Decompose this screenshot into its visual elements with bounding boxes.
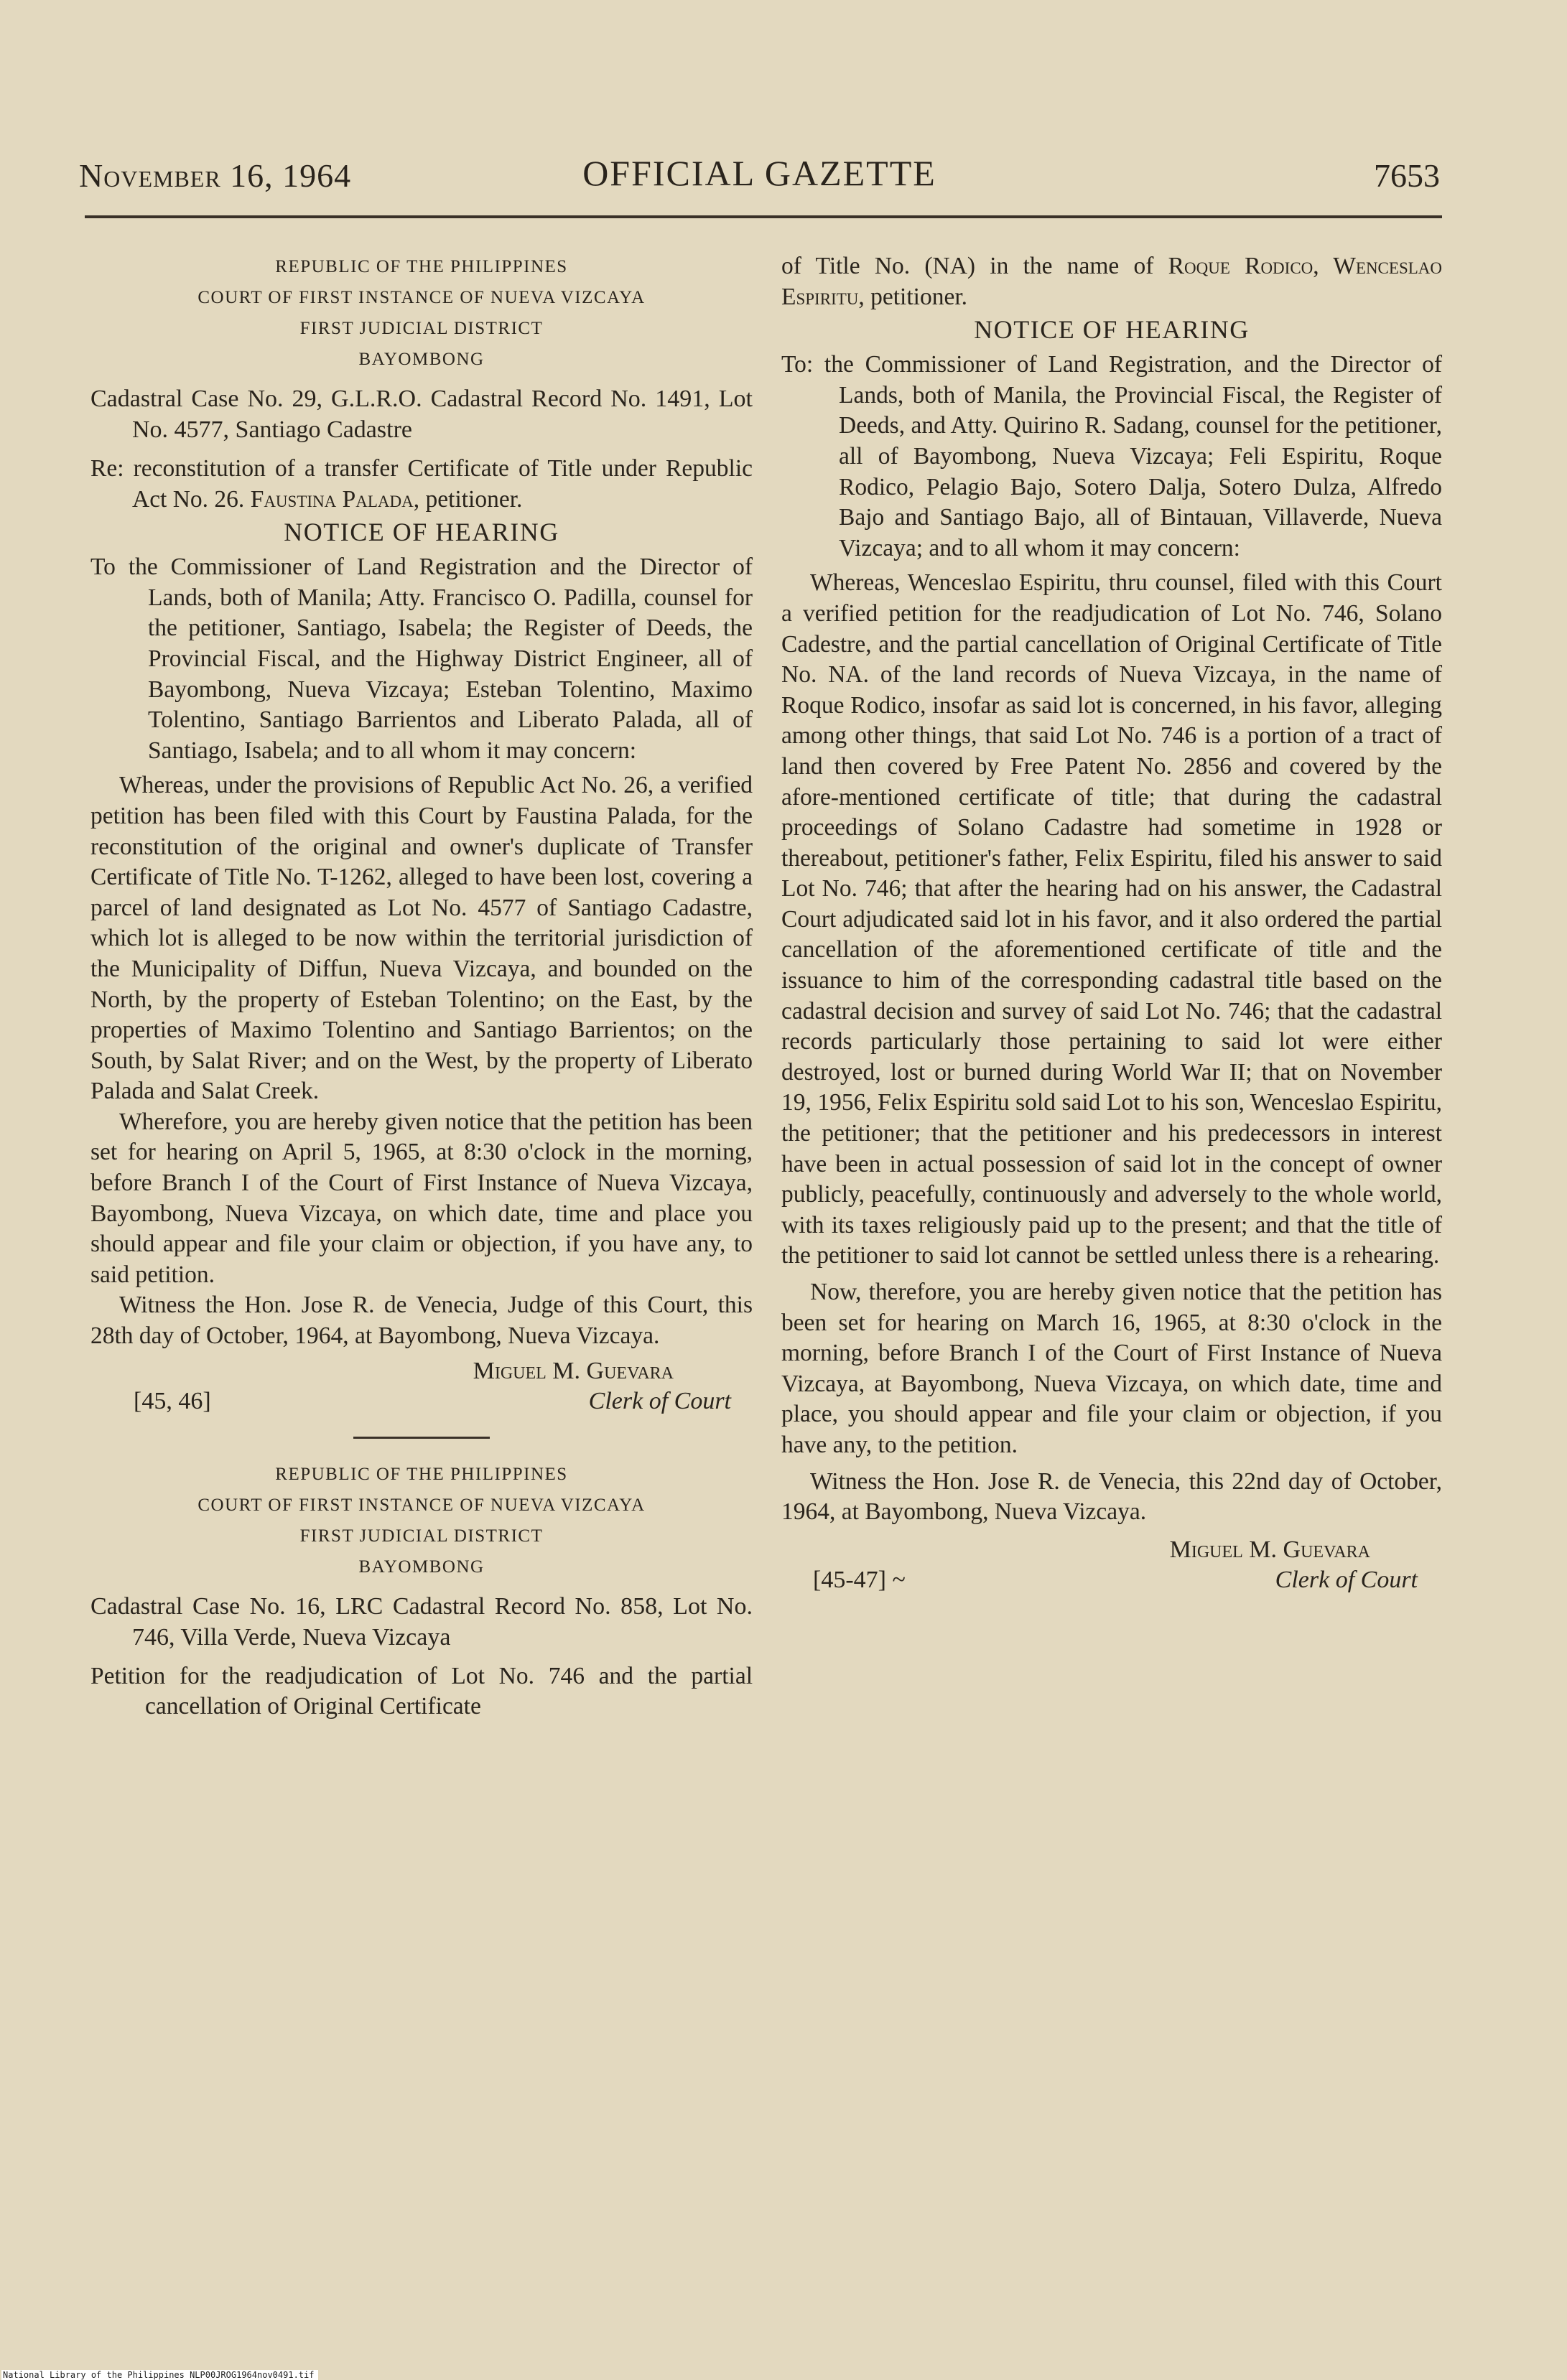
notice-2-heading: NOTICE OF HEARING [974, 315, 1250, 345]
header-title: OFFICIAL GAZETTE [582, 153, 936, 193]
notice-1-signature [90, 1356, 753, 1421]
caption-line: FIRST JUDICIAL DISTRICT [299, 319, 544, 338]
notice-2-para-witness: Witness the Hon. Jose R. de Venecia, this 22nd day of October, 1964, at Bayombong, Nueva Vizcaya. [781, 1467, 1442, 1526]
header-date: November 16, 1964 [79, 157, 352, 194]
header-rule [85, 215, 1442, 218]
scan-footer: National Library of the Philippines NLP00JROG1964nov0491.tif [1, 2370, 318, 2380]
notice-1-addressees: To the Commissioner of Land Registration and the Director of Lands, both of Manila; Atty. Francisco O. Padilla, counsel for the petitioner, Santiago, Isabela; the Register of Deeds, the Provincial Fiscal, and the Highway District Engineer, all of Bayombong, Nueva Vizcaya; Esteban Tolentino, Maximo Tolentino, Santiago Barrientos and Liberato Palada, all of Santiago, Isabela; and to all whom it may concern: [90, 554, 753, 764]
notice-2-caption [90, 1459, 753, 1582]
caption-line: BAYOMBONG [358, 1557, 485, 1577]
notice-1-case: Cadastral Case No. 29, G.L.R.O. Cadastral Record No. 1491, Lot No. 4577, Santiago Cadastre [90, 386, 753, 443]
signer-title: Clerk of Court [588, 1387, 731, 1414]
notice-2-signature [781, 1535, 1442, 1600]
caption-line: REPUBLIC OF THE PHILIPPINES [275, 1464, 568, 1484]
notice-1-para-wherefore: Wherefore, you are hereby given notice that the petition has been set for hearing on April 5, 1965, at 8:30 o'clock in the morning, before Branch I of the Court of First Instance of Nueva Vizcaya, Bayombong, Nueva Vizcaya, on which date, time and place you should appear and file your claim or objection, if you have any, to said petition. [90, 1108, 753, 1288]
header-page-number: 7653 [1374, 157, 1440, 194]
notice-2 [90, 1459, 753, 1722]
notice-2-petition-subject: Petition for the readjudication of Lot No. 746 and the partial cancellation of Original Certificate [90, 1662, 753, 1720]
caption-line: FIRST JUDICIAL DISTRICT [299, 1526, 544, 1546]
signer-title: Clerk of Court [1275, 1566, 1418, 1593]
continuation-text: of Title No. (NA) in the name of [781, 253, 1154, 279]
notice-2-addressees: To: the Commissioner of Land Registration, and the Director of Lands, both of Manila, the Provincial Fiscal, the Register of Deeds, and Atty. Quirino R. Sadang, counsel for the petitioner, all of Bayombong, Nueva Vizcaya; Feli Espiritu, Roque Rodico, Pelagio Bajo, Sotero Dalja, Sotero Dulza, Alfredo Bajo and Santiago Bajo, all of Bintauan, Villaverde, Nueva Vizcaya; and to all whom it may concern: [781, 351, 1442, 561]
notice-2-case: Cadastral Case No. 16, LRC Cadastral Record No. 858, Lot No. 746, Villa Verde, Nueva Vizcaya [90, 1592, 753, 1651]
notice-1 [90, 251, 753, 1421]
re-text: Re: reconstitution of a transfer Certificate of Title under Republic Act No. 26. [90, 455, 753, 513]
re-petitioner: Faustina Palada, [250, 485, 420, 513]
reference-number: [45, 46] [134, 1387, 211, 1414]
caption-line: COURT OF FIRST INSTANCE OF NUEVA VIZCAYA [197, 1495, 646, 1515]
notice-divider [353, 1437, 490, 1439]
notice-1-para-witness: Witness the Hon. Jose R. de Venecia, Judge of this Court, this 28th day of October, 1964, at Bayombong, Nueva Vizcaya. [90, 1292, 753, 1350]
notice-1-heading: NOTICE OF HEARING [284, 518, 559, 547]
continuation-suffix: petitioner. [870, 283, 968, 310]
caption-line: COURT OF FIRST INSTANCE OF NUEVA VIZCAYA [197, 288, 646, 307]
caption-line: REPUBLIC OF THE PHILIPPINES [275, 257, 568, 276]
notice-1-para-whereas: Whereas, under the provisions of Republic Act No. 26, a verified petition has been filed with this Court by Faustina Palada, for the reconstitution of the original and owner's duplicate of Transfer Certificate of Title No. T-1262, alleged to have been lost, covering a parcel of land designated as Lot No. 4577 of Santiago Cadastre, which lot is alleged to be now within the territorial jurisdiction of the Municipality of Diffun, Nueva Vizcaya, and bounded on the North, by the property of Esteban Tolentino; on the East, by the properties of Maximo Tolentino and Santiago Barrientos; on the South, by Salat River; and on the West, by the property of Liberato Palada and Salat Creek. [90, 772, 753, 1105]
reference-number: [45-47] ~ [813, 1566, 906, 1593]
signer-name: Miguel M. Guevara [473, 1357, 674, 1384]
left-column [90, 251, 753, 1722]
re-suffix: petitioner. [425, 485, 523, 513]
signer-name: Miguel M. Guevara [1169, 1536, 1370, 1563]
notice-2-para-now-therefore: Now, therefore, you are hereby given notice that the petition has been set for hearing on March 16, 1965, at 8:30 o'clock in the morning, before Branch I of the Court of First Instance of Nueva Vizcaya, at Bayombong, Nueva Vizcaya, on which date, time and place, you should appear and file your claim or objection, if you have any, to the petition. [781, 1279, 1442, 1458]
notice-2-para-whereas: Whereas, Wenceslao Espiritu, thru counsel, filed with this Court a verified petition for the readjudication of Lot No. 746, Solano Cadestre, and the partial cancellation of Original Certificate of Title No. NA. of the land records of Nueva Vizcaya, in the name of Roque Rodico, insofar as said lot is concerned, in his favor, alleging among other things, that said Lot No. 746 is a portion of a tract of land then covered by Free Patent No. 2856 and covered by the afore-mentioned certificate of title; that during the cadastral proceedings of Solano Cadastre had sometime in 1928 or thereabout, petitioner's father, Felix Espiritu, filed his answer to said Lot No. 746; that after the hearing had on his answer, the Cadastral Court adjudicated said lot in his favor, and it also ordered the partial cancellation of the aforementioned certificate of title and the issuance to him of the corresponding cadastral title based on the cadastral decision and survey of said Lot No. 746; that the cadastral records particularly those pertaining to said lot were either destroyed, lost or burned during World War II; that on November 19, 1956, Felix Espiritu sold said Lot to his son, Wenceslao Espiritu, the petitioner; that the petitioner and his predecessors in interest have been in actual possession of said lot in the concept of owner publicly, peacefully, continuously and adversely to the whole world, with its taxes religiously paid up to the present; and that the title of the petitioner to said lot cannot be settled unless there is a rehearing. [781, 569, 1442, 1269]
right-column [781, 251, 1442, 1600]
notice-2-continuation [781, 251, 1442, 312]
continuation-names: Roque Rodico, Wenceslao Espiritu, [781, 253, 1443, 310]
notice-1-re [90, 454, 753, 515]
caption-line: BAYOMBONG [358, 350, 485, 369]
notice-1-caption [90, 251, 753, 375]
page-header [79, 153, 1440, 200]
